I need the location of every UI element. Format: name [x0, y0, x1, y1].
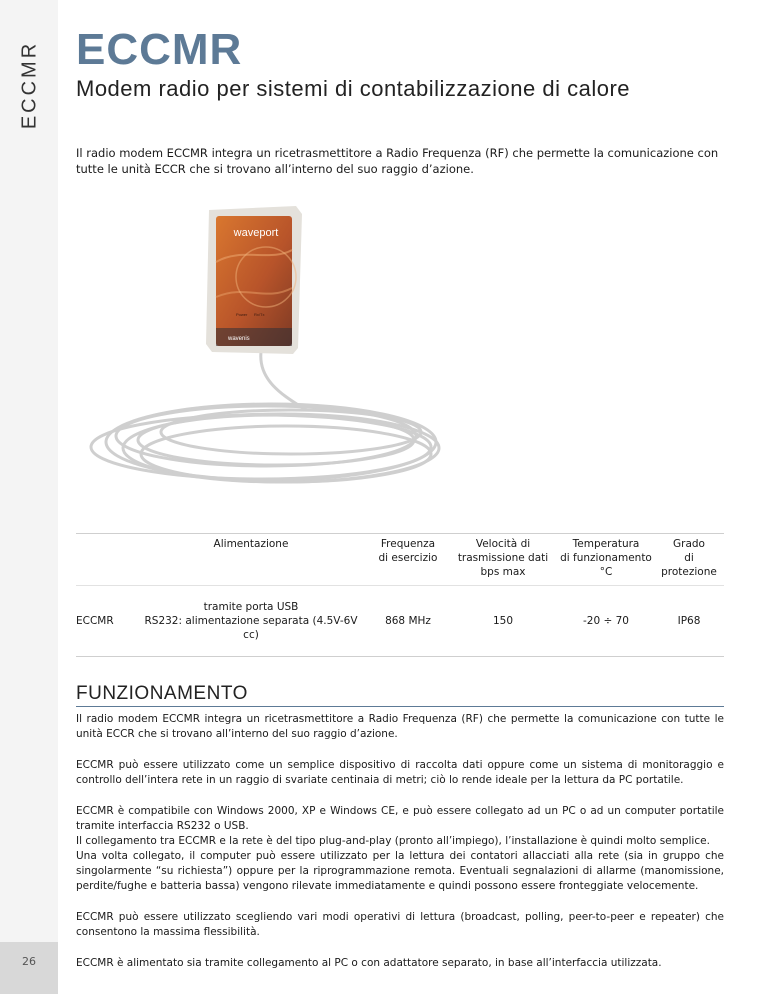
section-body — [76, 712, 724, 987]
body-paragraph: ECCMR può essere utilizzato scegliendo vari modi operativi di lettura (broadcast, polling, peer-to-peer e repeater) che consentono la massima flessibilità. — [76, 911, 724, 938]
spec-cell-protection: IP68 — [654, 586, 724, 657]
spec-header-power: Alimentazione — [134, 534, 368, 586]
spec-cell-frequency: 868 MHz — [368, 586, 448, 657]
cable-coil — [91, 352, 439, 482]
device-led-rxtx-label: Rx/Tx — [254, 312, 265, 317]
spec-cell-power: tramite porta USB RS232: alimentazione separata (4.5V-6V cc) — [134, 586, 368, 657]
modem-device — [206, 206, 302, 354]
device-led-power-label: Power — [236, 312, 248, 317]
body-paragraph: ECCMR può essere utilizzato come un semplice dispositivo di raccolta dati oppure come un sistema di monitoraggio e controllo dell’intera rete in un raggio di svariate centinaia di metri; ciò lo rende ideale per la lettura da PC portatile. — [76, 759, 724, 786]
side-label-text: ECCMR — [18, 40, 41, 130]
spec-header-temperature: Temperatura di funzionamento °C — [558, 534, 654, 586]
page-title: ECCMR — [76, 25, 243, 74]
page-subtitle: Modem radio per sistemi di contabilizzazione di calore — [76, 76, 631, 101]
side-label — [10, 35, 50, 135]
spec-cell-speed: 150 — [448, 586, 558, 657]
body-paragraph: ECCMR è compatibile con Windows 2000, XP e Windows CE, e può essere collegato ad un PC o ad un computer portatile tramite interfaccia RS232 o USB. Il collegamento tra ECCMR e la rete è del tipo plug-and-play (pronto all’impiego), l’installazione è quindi molto semplice. Una volta collegato, il computer può essere utilizzato per la lettura dei contatori allacciati alla rete (sia in gruppo che singolarmente “su richiesta”) oppure per la riprogrammazione remota. Eventuali segnalazioni di allarme (manomissione, perdite/fughe e batteria bassa) vengono rilevate immediatamente e quindi possono essere fronteggiate velocemente. — [76, 805, 724, 892]
device-maker-label: wavenis — [228, 336, 250, 342]
body-paragraph: ECCMR è alimentato sia tramite collegamento al PC o con adattatore separato, in base all’interfaccia utilizzata. — [76, 957, 662, 969]
spec-header-empty — [76, 534, 134, 586]
device-brand-label: waveport — [233, 227, 279, 239]
page-number: 26 — [22, 955, 36, 968]
spec-header-protection: Grado di protezione — [654, 534, 724, 586]
section-heading: FUNZIONAMENTO — [76, 683, 724, 707]
side-band — [0, 0, 58, 994]
spec-row-name: ECCMR — [76, 586, 134, 657]
spec-cell-temperature: -20 ÷ 70 — [558, 586, 654, 657]
spec-header-frequency: Frequenza di esercizio — [368, 534, 448, 586]
spec-table — [76, 533, 724, 657]
intro-paragraph: Il radio modem ECCMR integra un ricetrasmettitore a Radio Frequenza (RF) che permette la comunicazione con tutte le unità ECCR che si trovano all’interno del suo raggio d’azione. — [76, 146, 719, 176]
product-photo — [76, 192, 481, 492]
spec-table-header-row — [76, 534, 724, 586]
body-paragraph: Il radio modem ECCMR integra un ricetrasmettitore a Radio Frequenza (RF) che permette la comunicazione con tutte le unità ECCR che si trovano all’interno del suo raggio d’azione. — [76, 713, 724, 740]
side-band-footer — [0, 942, 58, 994]
table-row — [76, 586, 724, 657]
spec-header-speed: Velocità di trasmissione dati bps max — [448, 534, 558, 586]
